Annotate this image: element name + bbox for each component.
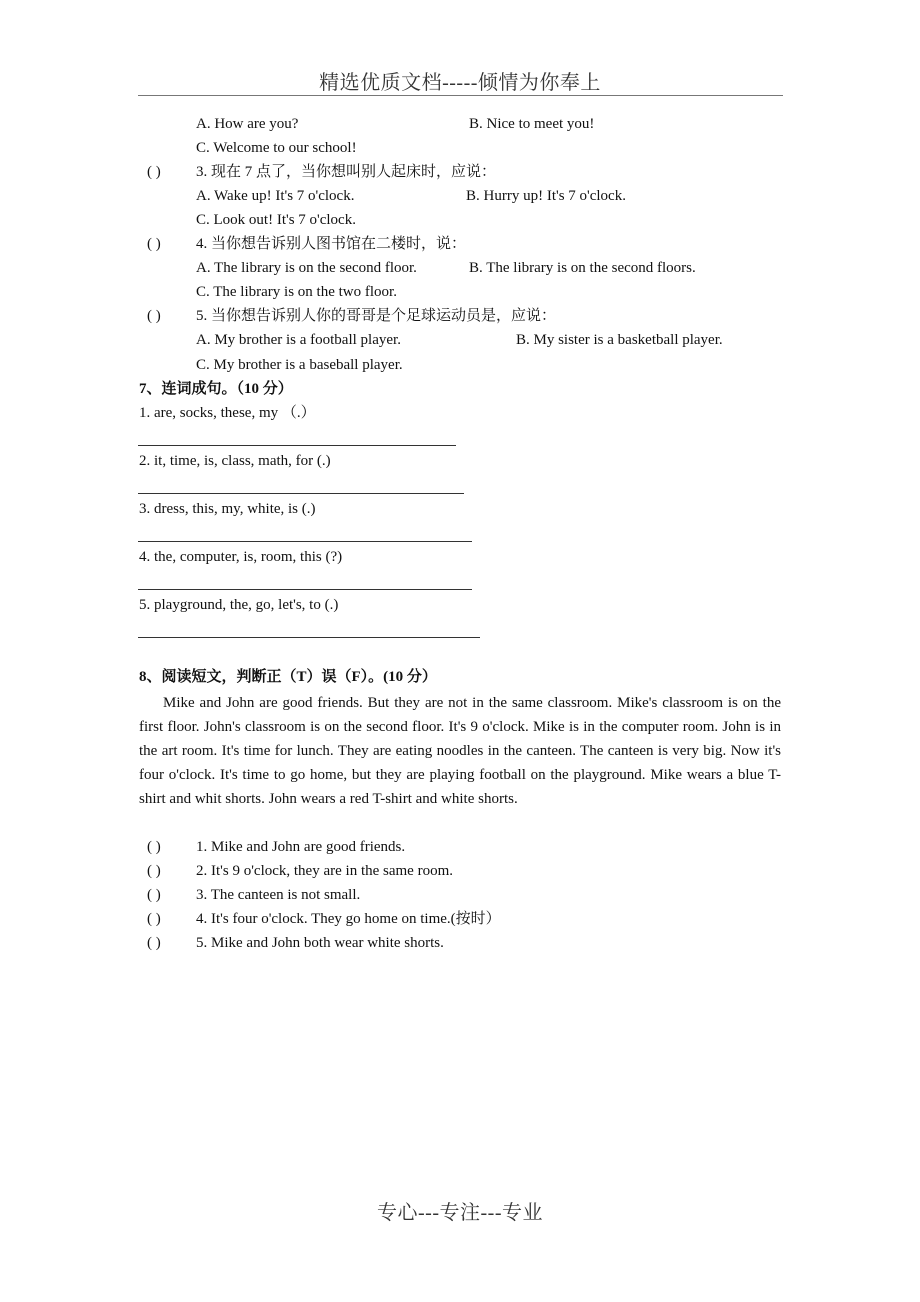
tf-statement-1: 1. Mike and John are good friends.	[196, 839, 406, 855]
page-footer: 专心---专注---专业	[377, 1202, 543, 1224]
tf-answer-paren-3[interactable]: ( )	[147, 887, 161, 903]
section7-item-5: 5. playground, the, go, let's, to (.)	[139, 597, 339, 613]
q4-stem: 4. 当你想告诉别人图书馆在二楼时，说：	[196, 236, 467, 252]
section8-title: 8、阅读短文，判断正（T）误（F）。(10 分）	[139, 669, 437, 685]
answer-line-3[interactable]	[138, 541, 472, 542]
q4-option-a: A. The library is on the second floor.	[196, 260, 417, 276]
section7-item-4: 4. the, computer, is, room, this (?)	[139, 549, 343, 565]
section7-title: 7、连词成句。（10 分）	[139, 381, 293, 397]
answer-line-4[interactable]	[138, 589, 472, 590]
q2-option-a: A. How are you?	[196, 116, 299, 132]
section7-item-2: 2. it, time, is, class, math, for (.)	[139, 453, 331, 469]
tf-answer-paren-4[interactable]: ( )	[147, 911, 161, 927]
q5-option-c: C. My brother is a baseball player.	[196, 357, 403, 373]
section7-item-1: 1. are, socks, these, my （.）	[139, 405, 316, 421]
tf-statement-2: 2. It's 9 o'clock, they are in the same room.	[196, 863, 453, 879]
tf-statement-4: 4. It's four o'clock. They go home on time.(按时）	[196, 911, 501, 927]
q5-stem: 5. 当你想告诉别人你的哥哥是个足球运动员是，应说：	[196, 308, 557, 324]
answer-line-2[interactable]	[138, 493, 464, 494]
q4-answer-paren[interactable]: ( )	[147, 236, 161, 252]
tf-statement-3: 3. The canteen is not small.	[196, 887, 361, 903]
q3-answer-paren[interactable]: ( )	[147, 164, 161, 180]
q3-option-a: A. Wake up! It's 7 o'clock.	[196, 188, 355, 204]
reading-passage: Mike and John are good friends. But they are not in the same classroom. Mike's classroom is on the first floor. John's classroom is on the second floor. It's 9 o'clock. Mike is in the computer room. John is in the art room. It's time for lunch. They are eating noodles in the canteen. The canteen is very big. Now it's four o'clock. It's time to go home, but they are playing football on the playground. Mike wears a blue T-shirt and whit shorts. John wears a red T-shirt and white shorts.	[139, 695, 781, 807]
q3-option-c: C. Look out! It's 7 o'clock.	[196, 212, 356, 228]
q2-option-c: C. Welcome to our school!	[196, 140, 357, 156]
q4-option-c: C. The library is on the two floor.	[196, 284, 397, 300]
q3-option-b: B. Hurry up! It's 7 o'clock.	[466, 188, 626, 204]
answer-line-5[interactable]	[138, 637, 480, 638]
section7-item-3: 3. dress, this, my, white, is (.)	[139, 501, 316, 517]
q3-stem: 3. 现在 7 点了，当你想叫别人起床时，应说：	[196, 164, 497, 180]
q2-option-b: B. Nice to meet you!	[469, 116, 595, 132]
q5-option-a: A. My brother is a football player.	[196, 332, 401, 348]
page-header: 精选优质文档-----倾情为你奉上	[319, 72, 601, 94]
tf-answer-paren-2[interactable]: ( )	[147, 863, 161, 879]
tf-answer-paren-1[interactable]: ( )	[147, 839, 161, 855]
tf-answer-paren-5[interactable]: ( )	[147, 935, 161, 951]
header-rule	[138, 95, 783, 96]
q5-answer-paren[interactable]: ( )	[147, 308, 161, 324]
q5-option-b: B. My sister is a basketball player.	[516, 332, 723, 348]
q4-option-b: B. The library is on the second floors.	[469, 260, 696, 276]
answer-line-1[interactable]	[138, 445, 456, 446]
tf-statement-5: 5. Mike and John both wear white shorts.	[196, 935, 444, 951]
